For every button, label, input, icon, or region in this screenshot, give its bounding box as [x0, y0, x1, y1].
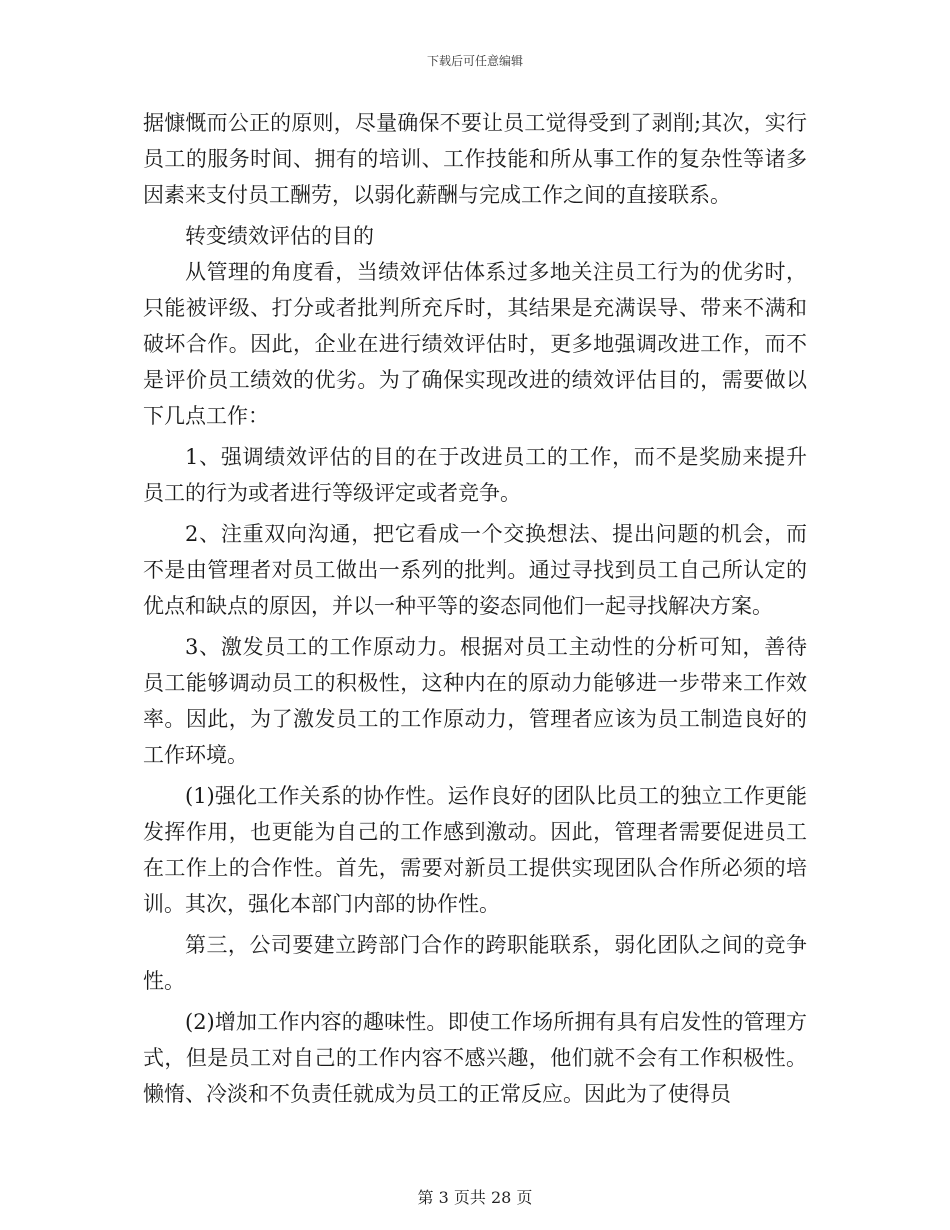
- paragraph: 第三，公司要建立跨部门合作的跨职能联系，弱化团队之间的竞争性。: [143, 933, 807, 993]
- list-item: 1、强调绩效评估的目的在于改进员工的工作，而不是奖励来提升员工的行为或者进行等级评定或者竞争。: [143, 445, 807, 505]
- list-item: 3、激发员工的工作原动力。根据对员工主动性的分析可知，善待员工能够调动员工的积极性，这种内在的原动力能够进一步带来工作效率。因此，为了激发员工的工作原动力，管理者应该为员工制造良好的工作环境。: [143, 635, 807, 767]
- paragraph: 据慷慨而公正的原则，尽量确保不要让员工觉得受到了剥削;其次，实行员工的服务时间、拥有的培训、工作技能和所从事工作的复杂性等诸多因素来支付员工酬劳，以弱化薪酬与完成工作之间的直接联系。: [143, 111, 807, 207]
- sub-list-item: (1)强化工作关系的协作性。运作良好的团队比员工的独立工作更能发挥作用，也更能为自己的工作感到激动。因此，管理者需要促进员工在工作上的合作性。首先，需要对新员工提供实现团队合作所必须的培训。其次，强化本部门内部的协作性。: [143, 784, 807, 916]
- page-footer: 第 3 页共 28 页: [417, 1188, 533, 1207]
- paragraph: 从管理的角度看，当绩效评估体系过多地关注员工行为的优劣时，只能被评级、打分或者批判所充斥时，其结果是充满误导、带来不满和破坏合作。因此，企业在进行绩效评估时，更多地强调改进工作，而不是评价员工绩效的优劣。为了确保实现改进的绩效评估目的，需要做以下几点工作：: [143, 260, 807, 428]
- sub-list-item: (2)增加工作内容的趣味性。即使工作场所拥有具有启发性的管理方式，但是员工对自己的工作内容不感兴趣，他们就不会有工作积极性。懒惰、冷淡和不负责任就成为员工的正常反应。因此为了使得员: [143, 1010, 807, 1106]
- document-body: [143, 105, 807, 1112]
- section-heading: 转变绩效评估的目的: [185, 224, 374, 248]
- page-header: 下载后可任意编辑: [426, 54, 523, 68]
- list-item: 2、注重双向沟通，把它看成一个交换想法、提出问题的机会，而不是由管理者对员工做出一系列的批判。通过寻找到员工自己所认定的优点和缺点的原因，并以一种平等的姿态同他们一起寻找解决方案。: [143, 522, 807, 618]
